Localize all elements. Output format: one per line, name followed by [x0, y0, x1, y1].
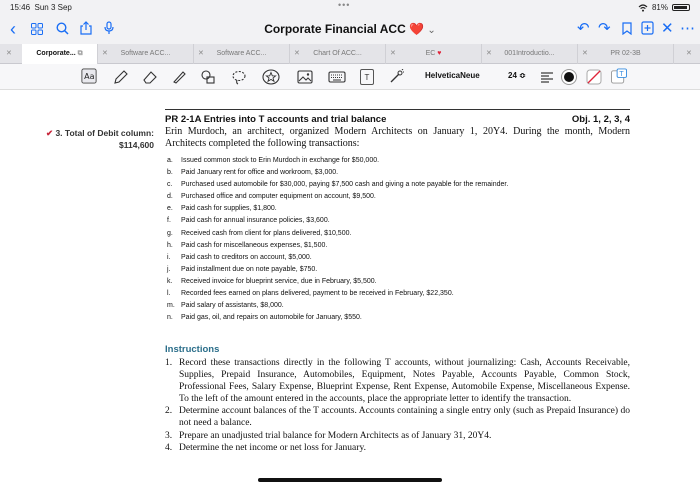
home-indicator[interactable]: [258, 478, 442, 482]
status-time: 15:46: [10, 3, 31, 12]
tab-label: Chart Of ACC...: [313, 50, 362, 57]
back-icon[interactable]: ‹: [10, 19, 16, 39]
instruction-number: 3.: [165, 430, 173, 441]
undo-icon[interactable]: ↶: [577, 20, 590, 37]
transaction-letter: d.: [167, 193, 173, 201]
document-title[interactable]: [264, 22, 436, 36]
tab-corporate[interactable]: [22, 44, 98, 64]
laser-pointer-icon[interactable]: [388, 69, 404, 85]
transaction-text: Paid salary of assistants, $8,000.: [181, 302, 284, 310]
transaction-item: [167, 312, 632, 324]
transaction-item: [167, 167, 632, 179]
transaction-text: Paid installment due on note payable, $750.: [181, 265, 318, 273]
transaction-letter: f.: [167, 217, 171, 225]
more-icon[interactable]: ⋯: [680, 20, 695, 37]
no-fill-swatch[interactable]: [586, 69, 602, 85]
status-right: [638, 3, 690, 12]
tab-close-icon[interactable]: ✕: [486, 50, 492, 57]
tab-pr-02-3b[interactable]: [578, 44, 674, 64]
transaction-text: Purchased used automobile for $30,000, paying $7,500 cash and giving a note payable for the remainder.: [181, 181, 509, 189]
tab-close-icon[interactable]: ✕: [294, 50, 300, 57]
svg-text:T: T: [619, 70, 624, 78]
share-icon[interactable]: [80, 21, 92, 35]
instruction-item: [165, 442, 630, 454]
transaction-text: Received invoice for blueprint service, due in February, $5,500.: [181, 277, 377, 285]
title-chevron-icon[interactable]: ⌄: [427, 25, 436, 36]
transaction-item: [167, 228, 632, 240]
tab-chart-of-acc[interactable]: [290, 44, 386, 64]
lasso-icon[interactable]: [231, 69, 247, 85]
status-bar: [0, 0, 700, 14]
transaction-letter: j.: [167, 265, 171, 273]
tab-software-acc-2[interactable]: [194, 44, 290, 64]
transaction-text: Paid cash for supplies, $1,800.: [181, 205, 277, 213]
instruction-text: Prepare an unadjusted trial balance for Modern Architects as of January 31, 20Y4.: [179, 430, 492, 441]
transaction-item: [167, 264, 632, 276]
font-name-selector[interactable]: HelveticaNeue: [425, 71, 480, 80]
transaction-letter: c.: [167, 181, 173, 189]
margin-value: $114,600: [119, 140, 154, 150]
transaction-item: [167, 252, 632, 264]
transaction-text: Paid cash to creditors on account, $5,000.: [181, 253, 312, 261]
tab-heart-icon: ♥: [437, 50, 442, 57]
instruction-number: 4.: [165, 442, 173, 453]
transaction-letter: g.: [167, 229, 173, 237]
transaction-text: Paid January rent for office and workroom, $3,000.: [181, 169, 339, 177]
transaction-item: [167, 288, 632, 300]
instruction-item: [165, 357, 630, 405]
tab-close-icon[interactable]: ✕: [6, 50, 12, 57]
margin-answer-note: [22, 127, 154, 151]
transaction-letter: l.: [167, 290, 171, 298]
tab-label: Software ACC...: [216, 50, 267, 57]
search-icon[interactable]: [56, 22, 69, 35]
transaction-letter: e.: [167, 205, 173, 213]
pen-icon[interactable]: [113, 69, 129, 85]
eraser-icon[interactable]: [142, 69, 158, 85]
margin-label: 3. Total of Debit column:: [55, 128, 154, 138]
sticker-star-icon[interactable]: [262, 69, 280, 85]
instruction-number: 2.: [165, 406, 173, 417]
transaction-text: Purchased office and computer equipment on account, $9,500.: [181, 193, 376, 201]
battery-percent: 81%: [651, 3, 668, 12]
close-icon[interactable]: ✕: [661, 20, 674, 37]
transaction-item: [167, 276, 632, 288]
instruction-text: Determine the net income or net loss for January.: [179, 442, 366, 453]
problem-intro: Erin Murdoch, an architect, organized Modern Architects on January 1, 20Y4. During the month, Modern Architects completed the following transactions:: [165, 126, 630, 149]
image-icon[interactable]: [297, 69, 313, 85]
battery-fill: [674, 6, 687, 9]
transaction-item: [167, 240, 632, 252]
text-tool-icon[interactable]: T: [360, 69, 374, 85]
tab-ec[interactable]: [386, 44, 482, 64]
multitask-dots[interactable]: •••: [338, 0, 351, 10]
transaction-text: Paid cash for miscellaneous expenses, $1,500.: [181, 241, 328, 249]
status-time-date: [10, 3, 72, 12]
transaction-letter: h.: [167, 241, 173, 249]
document-title-text: Corporate Financial ACC: [264, 22, 406, 36]
tab-label: Software ACC...: [120, 50, 171, 57]
transaction-item: [167, 155, 632, 167]
problem-header: [165, 114, 630, 125]
text-recognition-icon[interactable]: [80, 68, 98, 84]
keyboard-icon[interactable]: [328, 69, 346, 85]
tab-close-icon[interactable]: ✕: [390, 50, 396, 57]
instruction-text: Determine account balances of the T accounts. Accounts containing a single entry only (such as Prepaid Insurance) do not need a balance.: [179, 406, 630, 429]
text-align-icon[interactable]: [540, 69, 554, 85]
transaction-letter: b.: [167, 169, 173, 177]
tab-software-acc-1[interactable]: [98, 44, 194, 64]
tab-close-icon[interactable]: ✕: [198, 50, 204, 57]
transaction-text: Received cash from client for plans delivered, $10,500.: [181, 229, 352, 237]
tab-label: PR 02-3B: [610, 50, 641, 57]
instructions-heading: Instructions: [165, 344, 220, 355]
tab-label: 001Introductio...: [504, 50, 555, 57]
transaction-letter: a.: [167, 157, 173, 164]
tab-close-icon[interactable]: ✕: [582, 50, 588, 57]
grid-view-icon[interactable]: [31, 23, 43, 35]
redo-icon[interactable]: ↷: [598, 20, 611, 37]
tab-close-icon[interactable]: ✕: [102, 50, 108, 57]
annotation-toolbar: [0, 64, 700, 90]
transaction-letter: k.: [167, 277, 173, 285]
transaction-item: [167, 191, 632, 203]
text-box-style-icon[interactable]: [610, 68, 628, 84]
bookmark-icon[interactable]: [622, 22, 632, 35]
microphone-icon[interactable]: [104, 21, 114, 35]
color-black-swatch[interactable]: [561, 69, 577, 85]
tab-close-icon[interactable]: ✕: [686, 50, 692, 57]
tab-copy-icon[interactable]: ⧉: [77, 50, 83, 57]
problem-objectives: Obj. 1, 2, 3, 4: [571, 114, 630, 125]
instruction-item: [165, 405, 630, 429]
instruction-text: Record these transactions directly in the following T accounts, without journalizing: Cash, Accounts Receivable, Supplies, Prepaid Insurance, Automobiles, Equipment, Notes Payable, Accounts Payable, Common Stock, Professional Fees, Salary Expense, Blueprint Expense, Rent Expense, Automobile Expense, Miscellaneous Expense. To the left of the amount entered in the accounts, place the appropriate letter to identify the transaction.: [179, 358, 630, 405]
status-date: Sun 3 Sep: [34, 3, 72, 12]
transaction-text: Paid gas, oil, and repairs on automobile for January, $550.: [181, 314, 362, 322]
problem-top-rule: [165, 109, 630, 110]
navigation-bar: [0, 14, 700, 44]
instructions-list: [165, 357, 630, 454]
lasso-shapes-icon[interactable]: [200, 69, 216, 85]
transaction-item: [167, 179, 632, 191]
transaction-text: Recorded fees earned on plans delivered, payment to be received in February, $22,350.: [181, 290, 454, 298]
transactions-list: [167, 155, 632, 324]
add-page-icon[interactable]: [641, 21, 654, 35]
tab-label: EC: [425, 50, 436, 57]
tab-bar: [0, 44, 700, 64]
transaction-letter: i.: [167, 253, 171, 261]
tab-label: Corporate...: [36, 50, 76, 57]
transaction-item: [167, 203, 632, 215]
instruction-number: 1.: [165, 358, 173, 368]
battery-icon: [672, 4, 690, 11]
transaction-text: Paid cash for annual insurance policies, $3,600.: [181, 217, 330, 225]
wifi-icon: [638, 4, 648, 12]
transaction-item: [167, 300, 632, 312]
transaction-text: Issued common stock to Erin Murdoch in exchange for $50,000.: [181, 157, 380, 164]
heart-emoji: ❤️: [409, 22, 425, 36]
svg-text:Aa: Aa: [84, 72, 95, 82]
transaction-item: [167, 215, 632, 227]
check-mark-icon: ✔: [45, 128, 54, 138]
transaction-letter: n.: [167, 314, 173, 322]
tab-introduction[interactable]: [482, 44, 578, 64]
highlighter-icon[interactable]: [171, 69, 187, 85]
transaction-letter: m.: [167, 302, 175, 310]
instruction-item: [165, 430, 630, 442]
problem-title: PR 2-1A Entries into T accounts and trial balance: [165, 114, 387, 125]
font-size-selector[interactable]: 24 ≎: [508, 71, 526, 80]
